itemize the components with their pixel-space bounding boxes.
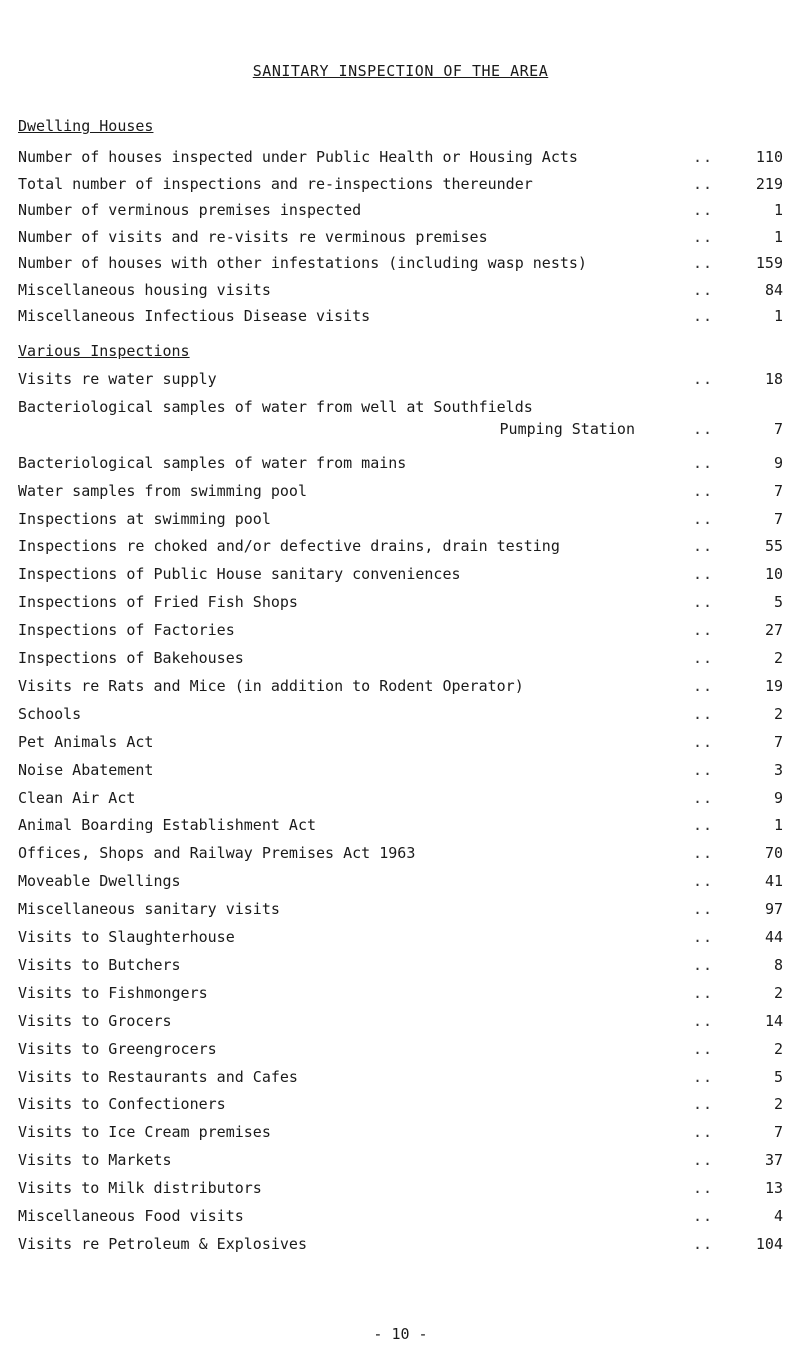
row-label: Visits to Confectioners <box>18 1095 226 1114</box>
row-value: 5 <box>773 1067 783 1086</box>
table-row <box>18 844 783 866</box>
row-value: 7 <box>773 1123 783 1142</box>
leader-dots: .. <box>692 649 713 667</box>
row-value: 55 <box>764 537 783 556</box>
row-label: Total number of inspections and re-inspections thereunder <box>18 174 533 193</box>
row-value: 44 <box>764 928 783 946</box>
row-label: Visits re Rats and Mice (in addition to Rodent Operator) <box>18 676 524 695</box>
leader-dots: .. <box>692 1151 713 1170</box>
row-label: Visits to Fishmongers <box>18 983 208 1002</box>
leader-dots: .. <box>692 621 713 640</box>
leader-dots: .. <box>692 816 713 835</box>
row-value: 110 <box>755 148 783 166</box>
row-label: Miscellaneous Food visits <box>18 1207 244 1225</box>
row-label: Visits to Ice Cream premises <box>18 1123 271 1142</box>
table-row <box>18 1068 783 1090</box>
leader-dots: .. <box>692 1179 713 1198</box>
table-row <box>18 816 783 838</box>
leader-dots: .. <box>692 148 713 166</box>
row-label: Bacteriological samples of water from well at Southfields <box>18 397 533 416</box>
leader-dots: .. <box>692 1207 713 1225</box>
row-label: Moveable Dwellings <box>18 872 181 891</box>
row-label: Offices, Shops and Railway Premises Act 1963 <box>18 844 416 863</box>
row-value: 104 <box>755 1234 783 1253</box>
leader-dots: .. <box>692 453 713 472</box>
row-value: 2 <box>773 649 783 667</box>
table-row <box>18 677 783 699</box>
row-value: 2 <box>773 983 783 1002</box>
row-label: Water samples from swimming pool <box>18 481 307 500</box>
table-row <box>18 1040 783 1062</box>
leader-dots: .. <box>692 1234 713 1253</box>
table-row <box>18 370 783 392</box>
row-value: 10 <box>764 565 783 584</box>
leader-dots: .. <box>692 370 713 388</box>
row-label: Inspections of Factories <box>18 621 235 640</box>
table-row <box>18 228 783 250</box>
row-label: Visits re water supply <box>18 370 217 388</box>
row-value: 219 <box>755 174 783 193</box>
row-value: 13 <box>764 1179 783 1198</box>
table-row <box>18 621 783 643</box>
leader-dots: .. <box>692 983 713 1002</box>
row-label: Visits to Greengrocers <box>18 1039 217 1058</box>
leader-dots: .. <box>692 419 713 438</box>
row-label: Visits re Petroleum & Explosives <box>18 1234 307 1253</box>
leader-dots: .. <box>692 1011 713 1030</box>
leader-dots: .. <box>692 227 713 246</box>
row-label: Visits to Restaurants and Cafes <box>18 1067 298 1086</box>
leader-dots: .. <box>692 928 713 946</box>
various-inspections-heading: Various Inspections <box>18 342 190 360</box>
row-value: 159 <box>755 254 783 272</box>
table-row <box>18 1151 783 1173</box>
row-label: Inspections of Fried Fish Shops <box>18 593 298 612</box>
row-value: 9 <box>773 788 783 807</box>
table-row <box>18 537 783 559</box>
leader-dots: .. <box>692 537 713 556</box>
row-label: Visits to Grocers <box>18 1011 172 1030</box>
table-row <box>18 900 783 922</box>
row-value: 27 <box>764 621 783 640</box>
table-row <box>18 201 783 223</box>
row-value: 97 <box>764 900 783 919</box>
table-row <box>18 254 783 276</box>
row-label: Miscellaneous housing visits <box>18 280 271 299</box>
leader-dots: .. <box>692 955 713 974</box>
row-label: Noise Abatement <box>18 760 154 779</box>
table-row <box>18 1095 783 1117</box>
row-label: Inspections of Bakehouses <box>18 649 244 667</box>
table-row <box>18 733 783 755</box>
row-value: 2 <box>773 1095 783 1114</box>
row-value: 1 <box>773 201 783 219</box>
row-label: Visits to Milk distributors <box>18 1179 262 1198</box>
table-row <box>18 984 783 1006</box>
table-row <box>18 705 783 727</box>
row-label: Miscellaneous sanitary visits <box>18 900 280 919</box>
page-title: SANITARY INSPECTION OF THE AREA <box>252 62 549 80</box>
leader-dots: .. <box>692 900 713 919</box>
row-value: 1 <box>773 227 783 246</box>
row-value: 2 <box>773 704 783 723</box>
row-value: 5 <box>773 593 783 612</box>
dwelling-houses-heading: Dwelling Houses <box>18 117 154 135</box>
row-value: 19 <box>764 676 783 695</box>
table-row <box>18 1235 783 1257</box>
row-label: Inspections re choked and/or defective drains, drain testing <box>18 537 560 556</box>
table-row <box>18 281 783 303</box>
row-value: 37 <box>764 1151 783 1170</box>
leader-dots: .. <box>692 872 713 891</box>
table-row <box>18 454 783 476</box>
row-label: Visits to Butchers <box>18 955 181 974</box>
row-label: Bacteriological samples of water from mains <box>18 453 407 472</box>
row-value: 41 <box>764 872 783 891</box>
table-row <box>18 928 783 950</box>
table-row <box>18 956 783 978</box>
row-label: Number of houses inspected under Public Health or Housing Acts <box>18 148 578 166</box>
leader-dots: .. <box>692 788 713 807</box>
row-label: Animal Boarding Establishment Act <box>18 816 317 835</box>
row-value: 1 <box>773 816 783 835</box>
table-row <box>18 175 783 197</box>
row-label: Number of houses with other infestations (including wasp nests) <box>18 254 587 272</box>
row-label: Inspections at swimming pool <box>18 509 271 528</box>
table-row <box>18 565 783 587</box>
leader-dots: .. <box>692 174 713 193</box>
leader-dots: .. <box>692 676 713 695</box>
leader-dots: .. <box>692 1067 713 1086</box>
table-row <box>18 307 783 329</box>
leader-dots: .. <box>692 481 713 500</box>
leader-dots: .. <box>692 732 713 751</box>
leader-dots: .. <box>692 1039 713 1058</box>
table-row <box>18 761 783 783</box>
table-row <box>18 398 783 444</box>
row-value: 3 <box>773 760 783 779</box>
leader-dots: .. <box>692 1095 713 1114</box>
row-value: 4 <box>773 1207 783 1225</box>
row-value: 7 <box>773 419 783 438</box>
leader-dots: .. <box>692 844 713 863</box>
table-row <box>18 1123 783 1145</box>
leader-dots: .. <box>692 760 713 779</box>
leader-dots: .. <box>692 565 713 584</box>
row-value: 7 <box>773 732 783 751</box>
row-label-continuation: Pumping Station <box>499 419 635 438</box>
table-row <box>18 482 783 504</box>
table-row <box>18 148 783 170</box>
row-value: 2 <box>773 1039 783 1058</box>
leader-dots: .. <box>692 704 713 723</box>
row-value: 18 <box>764 370 783 388</box>
row-label: Schools <box>18 704 82 723</box>
leader-dots: .. <box>692 201 713 219</box>
row-value: 84 <box>764 280 783 299</box>
leader-dots: .. <box>692 593 713 612</box>
leader-dots: .. <box>692 509 713 528</box>
table-row <box>18 872 783 894</box>
row-label: Miscellaneous Infectious Disease visits <box>18 307 371 325</box>
leader-dots: .. <box>692 1123 713 1142</box>
leader-dots: .. <box>692 307 713 325</box>
row-label: Visits to Markets <box>18 1151 172 1170</box>
row-label: Number of verminous premises inspected <box>18 201 362 219</box>
row-label: Number of visits and re-visits re verminous premises <box>18 227 488 246</box>
row-value: 14 <box>764 1011 783 1030</box>
table-row <box>18 1179 783 1201</box>
row-value: 8 <box>773 955 783 974</box>
table-row <box>18 789 783 811</box>
table-row <box>18 649 783 671</box>
table-row <box>18 510 783 532</box>
row-value: 1 <box>773 307 783 325</box>
row-label: Clean Air Act <box>18 788 136 807</box>
row-value: 7 <box>773 481 783 500</box>
table-row <box>18 1207 783 1229</box>
table-row <box>18 593 783 615</box>
leader-dots: .. <box>692 280 713 299</box>
table-row <box>18 1012 783 1034</box>
row-value: 7 <box>773 509 783 528</box>
row-label: Visits to Slaughterhouse <box>18 928 235 946</box>
leader-dots: .. <box>692 254 713 272</box>
row-value: 70 <box>764 844 783 863</box>
row-value: 9 <box>773 453 783 472</box>
row-label: Pet Animals Act <box>18 732 154 751</box>
row-label: Inspections of Public House sanitary conveniences <box>18 565 461 584</box>
page-number: - 10 - <box>373 1325 428 1343</box>
